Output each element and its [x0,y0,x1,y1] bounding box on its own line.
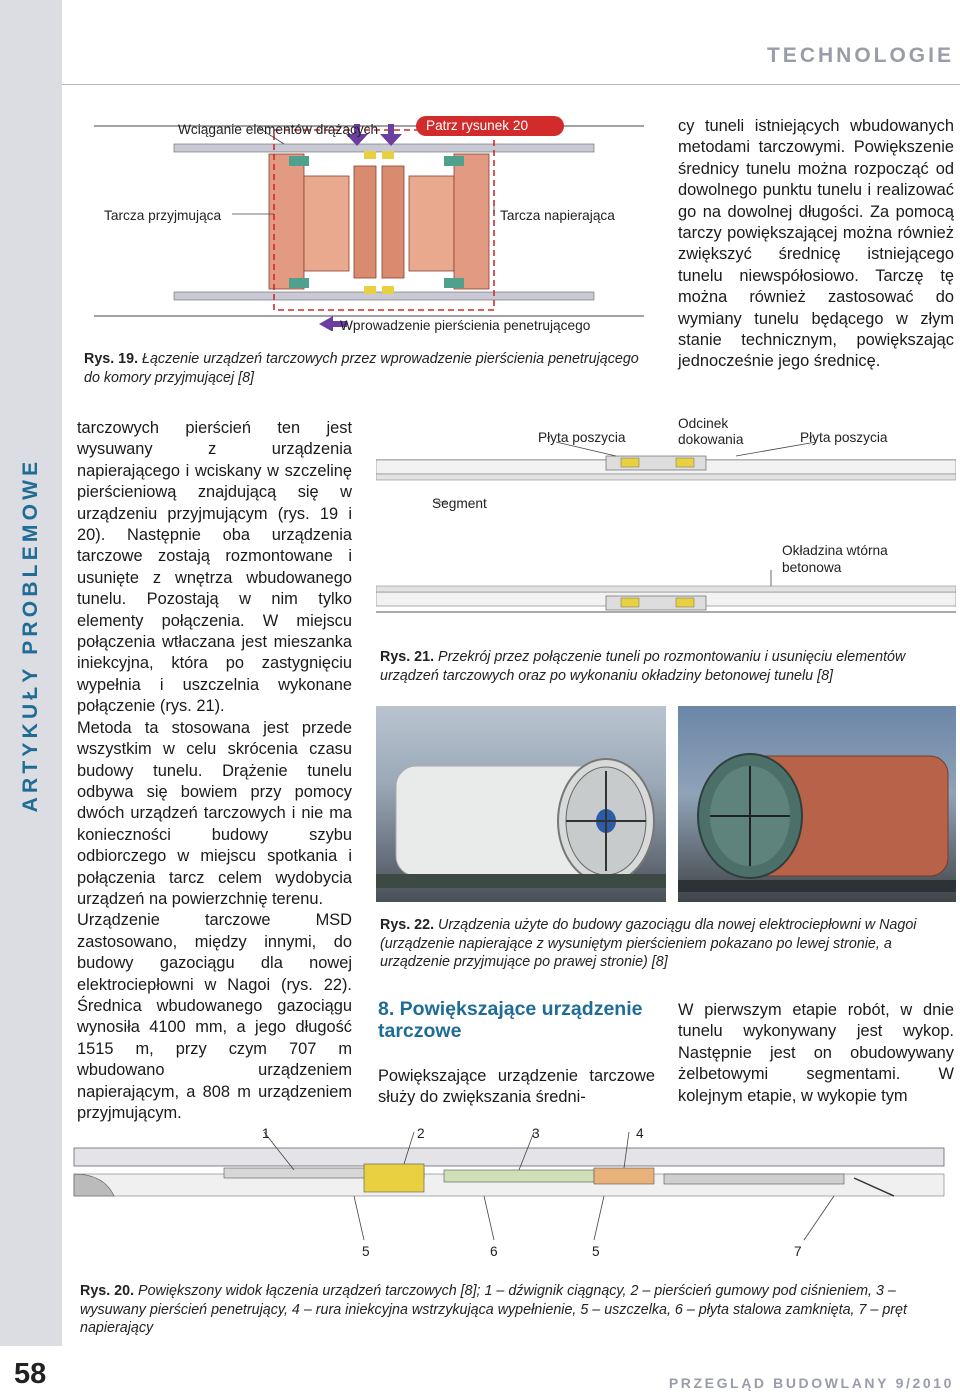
fig20-marker-3: 3 [532,1126,540,1141]
fig19-label-see-fig: Patrz rysunek 20 [426,118,528,133]
figure-20 [64,1120,954,1270]
fig20-marker-6: 6 [490,1244,498,1259]
fig22-photo-receiving-drawing [678,706,956,902]
fig19-label-receiving: Tarcza przyjmująca [104,208,222,223]
fig22-photo-receiving [678,706,956,902]
section-8-intro: Powiększające urządzenie tarczowe służy do zwiększania średni- [378,1067,655,1107]
left-paragraph-1: tarczowych pierścień ten jest wysuwany z urządzenia napierającego i wciskany w szczelinę pierścieniową znajdującą się w urządzeniu przyjmującym (rys. 19 i 20). Następnie oba urządzenia tarczowe zostają rozmontowane i usunięte z wnętrza wbudowanego tunelu. Pozostają w nim tylko elementy połączenia. W miejscu połączenia wtłaczana jest mieszanka iniekcyjna, która po zastygnięciu wypełnia i uszczelnia wykonane połączenie (rys. 21). [77,419,352,716]
fig21-label-plate-left: Płyta poszycia [538,430,626,445]
fig20-caption-text: Powiększony widok łączenia urządzeń tarczowych [8]; 1 – dźwignik ciągnący, 2 – pierścień gumowy pod ciśnieniem, 3 – wysuwany pierścień penetrujący, 4 – rura iniekcyjna wstrzykująca wypełnienie, 5 – uszczelka, 6 – płyta stalowa zamknięta, 7 – pręt napierający [80,1283,907,1336]
fig21-label-section: Odcinek dokowania [678,416,744,447]
page-number: 58 [14,1358,47,1390]
fig22-caption [380,916,954,972]
fig20-drawing [64,1120,954,1270]
fig22-caption-num: Rys. 22. [380,917,435,933]
fig19-label-advancing: Tarcza napierająca [500,208,615,223]
fig20-marker-1: 1 [262,1126,270,1141]
fig20-marker-4: 4 [636,1126,644,1141]
fig21-caption-text: Przekrój przez połączenie tuneli po rozmontowaniu i usunięciu elementów urządzeń tarczowych oraz po wykonaniu okładziny betonowej tunelu [8] [380,649,906,684]
fig21-caption [380,648,956,685]
fig22-photo-advancing-drawing [376,706,666,902]
right-column-top-text: cy tuneli istniejących wbudowanych metodami tarczowymi. Powiększenie średnicy tunelu można rozpocząć od dowolnego punktu tunelu i realizować go na dowolnej długości. Za pomocą tarczy powiększającej można również zwiększyć średnicę istniejącego tunelu niewspółosiowo. Tarczę tę można również zastosować do wymiany tunelu będącego w złym stanie technicznym, powiększając jednocześnie jego średnicę. [678,117,954,371]
fig22-caption-text: Urządzenia użyte do budowy gazociągu dla nowej elektrociepłowni w Nagoi (urządzenie napierające z wysuniętym pierścieniem pokazano po lewej stronie, a urządzenie przyjmujące po prawej stronie) [8] [380,917,917,970]
left-column-text [77,418,352,1124]
header-rule [62,84,960,85]
fig19-caption [84,350,654,387]
fig21-label-lining: Okładzina wtórna betonowa [782,543,888,575]
section-8-heading: 8. Powiększające urządzenie tarczowe [378,998,643,1042]
sidebar-section-label: ARTYKUŁY PROBLEMOWE [19,457,42,813]
fig21-label-segment: Segment [432,496,487,511]
fig20-marker-2: 2 [417,1126,425,1141]
fig19-caption-text: Łączenie urządzeń tarczowych przez wprowadzenie pierścienia penetrującego do komory przyjmującej [8] [84,351,639,386]
left-paragraph-2: Metoda ta stosowana jest przede wszystkim w celu skrócenia czasu budowy tunelu. Drążenie tunelu odbywa się bowiem przy pomocy dwóch urządzeń tarczowych i nie ma konieczności budowy szybu odbiorczego w miejscu spotkania i połączenia tarcz celem wydobycia urządzeń na powierzchnię terenu. [77,718,352,908]
figure-19 [64,106,654,396]
fig20-caption-num: Rys. 20. [80,1283,135,1299]
section-header: TECHNOLOGIE [766,44,954,67]
fig19-caption-num: Rys. 19. [84,351,139,367]
fig20-marker-5b: 5 [592,1244,600,1259]
fig22-photo-advancing [376,706,666,902]
fig19-label-pulling: Wciąganie elementów drążących [178,122,379,137]
journal-issue: 9/2010 [895,1375,954,1391]
left-paragraph-3: Urządzenie tarczowe MSD zastosowano, między innymi, do budowy gazociągu dla nowej elektrociepłowni w Nagoi (rys. 22). Średnica wbudowanego gazociągu wynosiła 4100 mm, a jego długość 1515 m, przy czym 707 m wbudowano urządzeniem napierającym, a 808 m urządzeniem przyjmującym. [77,911,352,1122]
journal-footer [669,1375,954,1391]
fig20-marker-5a: 5 [362,1244,370,1259]
section-8-right-text: W pierwszym etapie robót, w dnie tunelu wykonywany jest wykop. Następnie jest on obudowywany żelbetowymi segmentami. W kolejnym etapie, w wykopie tym [678,1001,954,1105]
figure-21 [376,412,956,692]
fig20-caption [80,1282,952,1338]
fig20-marker-7: 7 [794,1244,802,1259]
fig21-label-plate-right: Płyta poszycia [800,430,888,445]
fig21-caption-num: Rys. 21. [380,649,435,665]
journal-name: PRZEGLĄD BUDOWLANY [668,1375,890,1391]
fig19-label-ring-intro: Wprowadzenie pierścienia penetrującego [340,318,591,333]
